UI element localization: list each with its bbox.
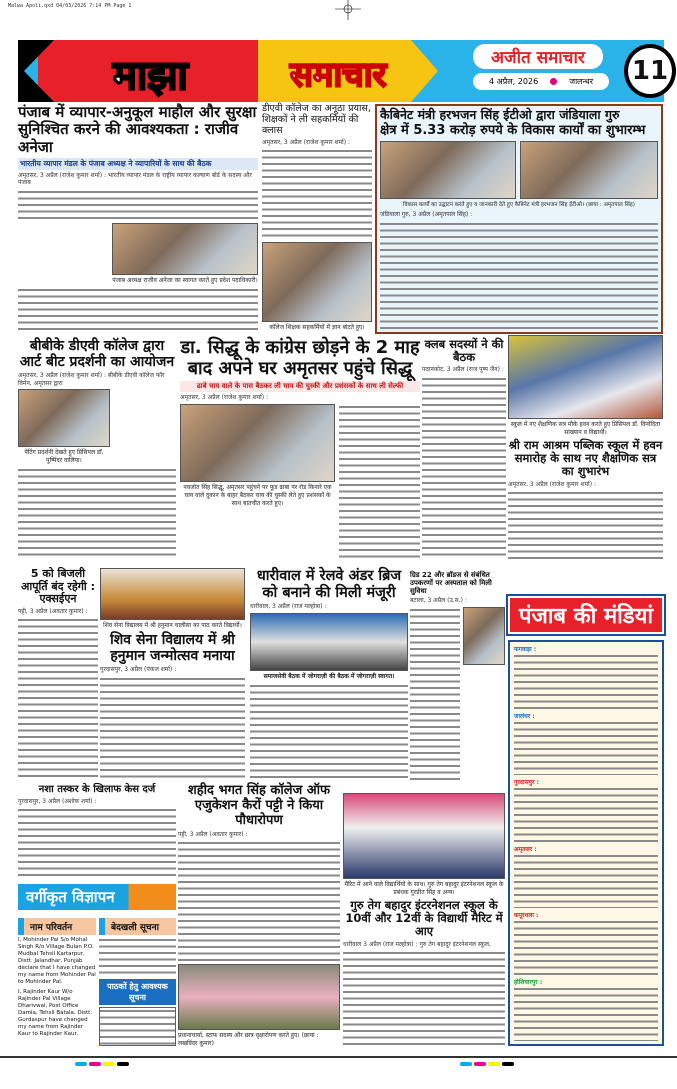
market-name: गुरदासपुर : <box>514 779 539 786</box>
headline-sidhu: डा. सिद्धू के कांग्रेस छोड़ने के 2 माह बाद अपने घर अमृतसर पहुंचे सिद्धू <box>180 337 420 379</box>
market-rates <box>514 720 658 776</box>
headline-school: श्री राम आश्रम पब्लिक स्कूल में हवन समारोह के साथ नए शैक्षणिक सत्र का शुभारंभ <box>508 438 663 479</box>
classified-banner: वर्गीकृत विज्ञापन <box>18 884 176 910</box>
issue-date: 4 अप्रैल, 2026 <box>489 77 539 86</box>
photo-minister <box>520 141 658 199</box>
article-body <box>100 676 245 780</box>
tag-name-change: नाम परिवर्तन <box>18 918 96 935</box>
readers-notice-body <box>99 1007 176 1047</box>
photo-caption: विकास कार्यों का उद्घाटन करते हुए व जानकारी देते हुए कैबिनेट मंत्री हरभजन सिंह ईटीओ। (छाया : अमृतपाल सिंह) <box>403 202 635 209</box>
article-dateline: अमृतसर, 3 अप्रैल (राजेश कुमार शर्मा) : <box>180 394 269 402</box>
print-slug: Malwa Apoli.qxd 04/03/2026 7:14 PM Page 1 <box>8 3 132 9</box>
article-business <box>18 104 258 332</box>
market-name: अमृतसर : <box>514 845 537 853</box>
article-body <box>178 840 340 962</box>
headline-electricity: 5 को बिजली आपूर्ति बंद रहेगी : एक्सईएन <box>20 567 95 606</box>
section-title-2: समाचार <box>290 55 387 95</box>
date-pill <box>473 73 609 90</box>
headline-hanuman: शिव सेना विद्यालय में श्री हनुमान जन्मोत्सव मनाया <box>110 632 235 665</box>
headline-business: पंजाब में व्यापार-अनुकूल माहौल और सुरक्षा सुनिश्चित करने की आवश्यकता : राजीव अनेजा <box>18 103 257 156</box>
article-body <box>339 404 420 560</box>
article-dateline: अमृतसर, 3 अप्रैल (राजेश कुमार शर्मा) : भारतीय व्यापार मंडल के राष्ट्रीय व्यापार कल्याण बोर्ड के सदस्य और पंजाब <box>18 171 252 187</box>
article-dateline: पट्टी, 3 अप्रैल (अवतार कुमार) : <box>18 607 88 615</box>
article-dav <box>262 104 372 332</box>
article-electricity <box>18 568 98 780</box>
headline-dav: डीएवी कॉलेज का अनूठा प्रयास, शिक्षकों ने ली सहकर्मियों की क्लास <box>262 103 371 136</box>
subheadline: ढाबे चाय वाले के पास बैठकर ली चाय की चुस्की और प्रशंसकों के साथ ली सेल्फी <box>180 381 420 392</box>
photo-havan <box>508 335 663 419</box>
article-dateline: पट्टी, 3 अप्रैल (अवतार कुमार) : <box>178 830 248 838</box>
color-bar <box>460 1062 514 1066</box>
mandi-market <box>514 645 658 709</box>
registration-mark-icon <box>335 0 361 20</box>
color-bar <box>75 1062 129 1066</box>
article-body <box>410 607 460 780</box>
article-dateline: गुरदासपुर, 3 अप्रैल (पंकज शर्मा) : <box>100 666 177 674</box>
mandi-section <box>508 596 664 1046</box>
article-body <box>422 376 506 560</box>
mandi-market <box>514 712 658 776</box>
article-dateline: गुरदासपुर, 3 अप्रैल (अशोक शर्मा) : <box>18 797 97 805</box>
mandi-market <box>514 778 658 842</box>
article-merit <box>343 793 505 1046</box>
photo-inauguration <box>380 141 516 199</box>
photo-sidhu <box>180 404 335 482</box>
market-rates <box>514 853 658 909</box>
readers-notice-title: पाठकों हेतु आवश्यक सूचना <box>99 979 176 1005</box>
article-dateline: बटाला, 3 अप्रैल (उ.स.) : <box>410 597 467 605</box>
bullet-icon <box>550 78 557 85</box>
feature-box-minister: कैबिनेट मंत्री हरभजन सिंह ईटीओ द्वारा जंडियाला गुरु क्षेत्र में 5.33 करोड़ रुपये के विकास कार्यों का शुभारम्भ विकास कार्यों का उद्घाटन करते हुए व जानकारी देते हुए कैबिनेट मंत्री हरभजन सिंह ईटीओ। (छाया : अमृतपाल सिंह) जंडियाला गुरु, 3 अप्रैल (अमृतपाल सिंह) : <box>375 104 663 334</box>
photo-caption: मैरिट में आने वाले विद्यार्थियों के साथ। गुरु तेग बहादुर इंटरनेशनल स्कूल के प्रबंधक गुरप्रीत सिंह व अन्य। <box>344 881 504 896</box>
mandi-market <box>514 911 658 975</box>
market-rates <box>514 786 658 842</box>
footer-rule <box>0 1056 677 1058</box>
photo-credit: (छाया : लखविंदर कुमार) <box>178 1032 319 1047</box>
edition-city: जालन्धर <box>569 77 594 86</box>
market-rates <box>514 986 658 1042</box>
mandi-rates <box>508 640 664 1046</box>
photo-caption: पेंटिंग प्रदर्शनी देखते हुए प्रिंसिपल डॉ. पुष्पिंदर वालिया। <box>24 449 104 465</box>
headline-art-beat: बीबीके डीएवी कॉलेज द्वारा आर्ट बीट प्रदर्शनी का आयोजन <box>19 338 175 371</box>
section-title: माझा <box>113 53 188 99</box>
market-name: कपूरथला : <box>514 912 539 919</box>
photo-welcome <box>112 223 258 275</box>
article-body <box>18 287 258 332</box>
page-number: 11 <box>624 44 676 98</box>
article-body <box>18 467 176 560</box>
article-art-beat <box>18 338 176 560</box>
article-dateline: अमृतसर, 3 अप्रैल (राजेश कुमार शर्मा) : <box>262 138 351 146</box>
article-dateline: जंडियाला गुरु, 3 अप्रैल (अमृतपाल सिंह) : <box>380 211 473 219</box>
market-rates <box>514 919 658 975</box>
article-drug <box>18 784 176 880</box>
article-dateline: धारीवाल 3 अप्रैल (राज मल्होत्रा) : गुरु तेग बहादुर इंटरनेशनल स्कूल, <box>343 940 491 948</box>
mandi-title: पंजाब की मंडियां <box>508 596 664 634</box>
article-hanuman <box>100 568 245 780</box>
article-dateline: धारीवाल, 3 अप्रैल (राज मल्होत्रा) : <box>250 603 327 611</box>
article-club <box>422 338 506 560</box>
headline-club: क्लब सदस्यों ने की बैठक <box>424 337 504 365</box>
photo-caption: प्रधानाचार्या, स्टाफ सदस्य और छात्र वृक्षारोपण करते हुए। (छाया : लखविंदर कुमार) <box>178 1032 319 1047</box>
article-body <box>18 807 176 880</box>
subheadline: भारतीय व्यापार मंडल के पंजाब अध्यक्ष ने व्यापारियों के साथ की बैठक <box>18 158 258 170</box>
article-sidhu <box>180 338 420 560</box>
market-name: फगवाड़ा : <box>514 646 537 653</box>
headline-railway: धारीवाल में रेलवे अंडर ब्रिज को बनाने की मिली मंजूरी <box>256 568 402 601</box>
photo-meeting <box>250 613 408 671</box>
article-dateline: अमृतसर, 3 अप्रैल (राजेश कुमार शर्मा) : बीबीके डीएवी कॉलेज फॉर विमेन, अमृतसर द्वारा <box>18 372 165 387</box>
headline-merit: गुरु तेग बहादुर इंटरनेशनल स्कूल के 10वीं और 12वीं के विद्यार्थी मैरिट में आए <box>345 898 503 939</box>
article-dateline: पठानकोट, 3 अप्रैल (राज पुष्प जैन) : <box>422 366 504 374</box>
photo-merit <box>343 793 505 879</box>
tag-eviction-notice: बेदखली सूचना <box>99 918 176 935</box>
newspaper-name: अजीत समाचार <box>473 44 603 69</box>
classified-ad: I, Mohinder Pal S/o Mohal Singh R/o Village Bulan P.O. Mudbal Tehsil Kartarpur, Distt. Jalandhar, Punjab declare that I have changed my name from Mohinder Pal to Mohinder Pal. I, Rajinder Kaur W/o Rajinder Pal Village Dharivwal, Post Office Damla, Tehsil Batala, Distt. Gurdaspur have changed my name from Rajinder Kaur to Rajinder Kaur. <box>18 937 96 1037</box>
photo-teachers <box>262 242 372 322</box>
photo-caption: पंजाब अध्यक्ष राजीव अनेजा का स्वागत करते हुए प्रदेश पदाधिकारी। <box>112 277 258 285</box>
article-body <box>262 148 372 240</box>
article-plantation <box>178 784 340 1048</box>
photo-award <box>463 607 505 665</box>
eviction-text <box>99 937 176 977</box>
classified-section <box>18 884 176 1046</box>
article-body <box>250 683 408 780</box>
article-grid <box>410 571 505 780</box>
photo-plantation <box>178 964 340 1030</box>
photo-caption: स्कूल में नए शैक्षणिक सत्र मौके हवन करते हुए प्रिंसिपल डॉ. विनोदिता सांख्यान व विद्यार्थी। <box>510 421 661 436</box>
market-name: होशियारपुर : <box>514 978 543 986</box>
masthead <box>18 40 669 102</box>
article-body <box>343 950 505 1046</box>
photo-exhibition <box>18 389 110 447</box>
market-name: जालंधर : <box>514 712 535 720</box>
mandi-market <box>514 978 658 1042</box>
photo-caption: कॉलेज शिक्षक सहकर्मियों में ज्ञान बांटते हुए। <box>269 324 365 331</box>
headline-plantation: शहीद भगत सिंह कॉलेज ऑफ एजुकेशन कैरों पट्टी ने किया पौधारोपण <box>187 783 331 828</box>
article-havan <box>508 335 663 561</box>
article-railway <box>250 568 408 780</box>
headline-grid: ग्रिड 22 और ब्रॉडज से संबंधित उपकरणों पर अस्पताल को मिली सुविधा <box>410 571 492 596</box>
article-body <box>380 221 658 330</box>
photo-caption: समाजसेवी बैठक में जोगराज़ी की बैठक में जोगराज़ी स्वागत। <box>263 672 395 680</box>
photo-caption: नवजोत सिंह सिद्धू, अमृतसर पहुंचने पर फूड ढाबा पर रोड किनारे एक चाय वाले दुकान के बाहर बैठकर चाय की चुस्की लेते हुए प्रशंसकों के साथ बातचीत करते हुए। <box>183 483 332 507</box>
mandi-market <box>514 845 658 909</box>
photo-caption: शिव सेना विद्यालय में श्री हनुमान चालीसा का पाठ करते विद्यार्थी। <box>103 622 242 629</box>
article-body <box>508 490 663 561</box>
headline-drug: नशा तस्कर के खिलाफ केस दर्ज <box>38 784 156 795</box>
article-body <box>18 617 98 780</box>
photo-hanuman <box>100 568 245 620</box>
market-rates <box>514 653 658 709</box>
article-body <box>18 189 258 222</box>
article-dateline: अमृतसर, 3 अप्रैल (राजेश कुमार शर्मा) : <box>508 480 597 488</box>
